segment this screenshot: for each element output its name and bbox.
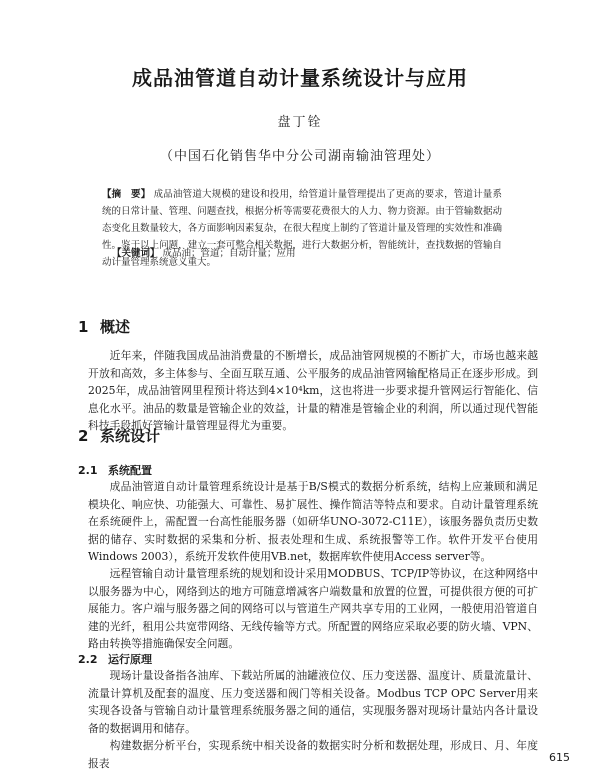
author-name: 盘丁铨 <box>277 115 323 130</box>
subsection-title: 运行原理 <box>108 653 152 666</box>
paragraph: 构建数据分析平台，实现系统中相关设备的数据实时分析和数据处理，形成日、月、年度报表 <box>88 739 538 770</box>
paper-title: 成品油管道自动计量系统设计与应用 <box>132 66 468 90</box>
subsection-title: 系统配置 <box>108 464 152 477</box>
page-number: 615 <box>549 751 570 764</box>
section-heading-2 <box>78 425 160 446</box>
section-title: 系统设计 <box>100 427 161 445</box>
paragraph: 现场计量设备指各油库、下载站所属的油罐液位仪、压力变送器、温度计、质量流量计、流量计算机及配套的温度、压力变送器和阀门等相关设备。Modbus TCP OPC Server用来实现各设备与管输自动计量管理系统服务器之间的通信，实现服务器对现场计量站内各计量设备的数据调用和储存。 <box>88 669 538 735</box>
section-number: 2 <box>78 427 89 445</box>
section-title: 概述 <box>100 318 131 336</box>
keywords-label: 【关键词】 <box>112 248 160 259</box>
subsection-heading-2-2 <box>78 651 152 667</box>
paragraph: 远程管输自动计量管理系统的规划和设计采用MODBUS、TCP/IP等协议，在这种网络中以服务器为中心，网络到达的地方可随意增减客户端数量和放置的位置，可提供很方便的可扩展能力。客户端与服务器之间的网络可以与管道生产网共享专用的工业网，一般使用沿管道自建的光纤，租用公共宽带网络、无线传输等方式。所配置的网络应采取必要的防火墙、VPN、路由转换等措施确保安全问题。 <box>88 567 538 650</box>
subsection-number: 2.2 <box>78 653 98 666</box>
paragraph: 成品油管道自动计量管理系统设计是基于B/S模式的数据分析系统，结构上应兼顾和满足模块化、响应快、功能强大、可靠性、易扩展性、操作简洁等特点和要求。自动计量管理系统在系统硬件上，需配置一台高性能服务器（如研华UNO-3072-C11E），该服务器负责历史数据的储存、实时数据的采集和分析、报表处理和生成、系统报警等工作。软件开发平台使用Windows 2003），系统开发软件使用VB.net，数据库软件使用Access server等。 <box>88 480 538 563</box>
author-affiliation: （中国石化销售华中分公司湖南输油管理处） <box>159 149 440 164</box>
abstract-label: 【摘 要】 <box>102 189 151 200</box>
section-number: 1 <box>78 318 89 336</box>
paragraph: 近年来，伴随我国成品油消费量的不断增长，成品油管网规模的不断扩大，市场也越来越开放和高效，多主体参与、全面互联互通、公平服务的成品油管网输配格局正在逐步形成。到2025年，成品油管网里程预计将达到4×10⁴km，这也将进一步要求提升管网运行智能化、信息化水平。油品的数量是管输企业的效益，计量的精准是管输企业的利润，所以通过现代智能科技手段抓好管输计量管理显得尤为重要。 <box>88 349 538 432</box>
abstract-text: 成品油管道大规模的建设和投用，给管道计量管理提出了更高的要求，管道计量系统的日常计量、管理、问题查找，根据分析等需要花费很大的人力、物力资源。由于管输数据动态变化且数量较大，各方面影响因素复杂，在很大程度上制约了管道计量及管理的实效性和准确性。鉴于以上问题，建立一套可整合相关数据，进行大数据分析，智能统计，查找数据的管输自动计量管理系统意义重大。 <box>102 189 502 268</box>
keywords-block <box>112 247 502 261</box>
subsection-number: 2.1 <box>78 464 98 477</box>
keywords-text: 成品油；管道；自动计量；应用 <box>162 248 296 259</box>
section-heading-1 <box>78 316 130 337</box>
subsection-heading-2-1 <box>78 462 152 478</box>
